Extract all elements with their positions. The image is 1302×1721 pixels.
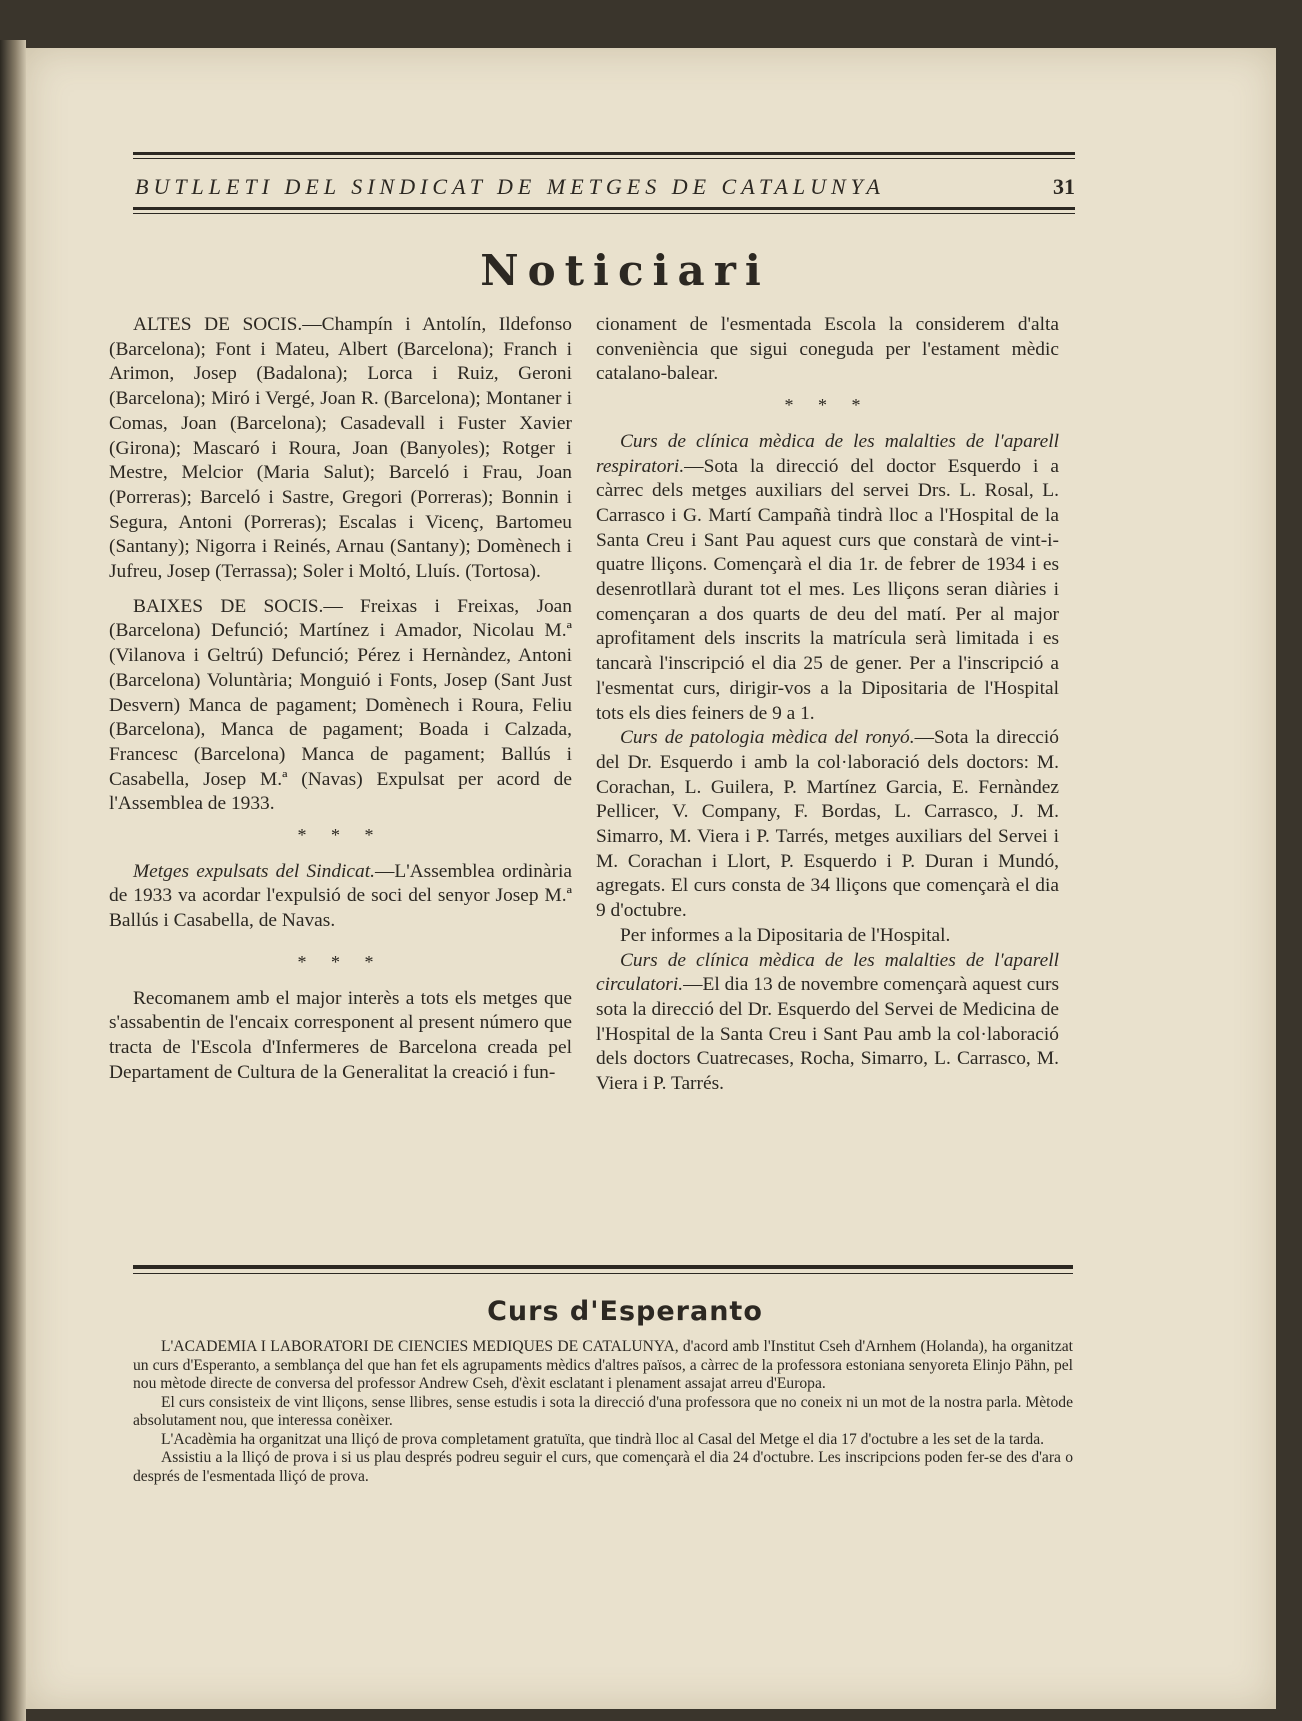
curs-ronyo-paragraph	[596, 726, 1059, 924]
informes-paragraph: Per informes a la Dipositaria de l'Hospital.	[620, 924, 951, 946]
esperanto-body	[133, 1338, 1073, 1486]
expulsats-text: —L'Assemblea ordinària de 1933 va acordar l'expulsió de soci del senyor Josep M.ª Ballús i Casabella, de Navas.	[109, 860, 572, 932]
header-rule-top-thin	[133, 158, 1075, 159]
curs-circulatori-title: Curs de clínica mèdica de les malalties de l'aparell circulatori.	[596, 949, 1059, 996]
esperanto-title: Curs d'Esperanto	[487, 1296, 763, 1327]
separator-stars: * * *	[784, 395, 871, 416]
header-rule-bottom	[133, 207, 1075, 210]
esperanto-paragraph-2: El curs consisteix de vint lliçons, sense llibres, sense estudis i sota la direcció d'una professora que no coneix ni un mot de la nostra parla. Mètode absolutament nou, que interessa conèixer.	[133, 1393, 1073, 1429]
curs-respiratori-paragraph	[596, 430, 1059, 726]
recomanem-paragraph: Recomanem amb el major interès a tots els metges que s'assabentin de l'encaix corresponent al present número que tracta de l'Escola d'Infermeres de Barcelona creada pel Departament de Cultura de la Generalitat la creació i fun-	[109, 987, 572, 1083]
header-title: BUTLLETI DEL SINDICAT DE METGES DE CATALUNYA	[135, 174, 885, 199]
esperanto-paragraph-3: L'Acadèmia ha organitzat una lliçó de prova completament gratuïta, que tindrà lloc al Casal del Metge el dia 17 d'octubre a les set de la tarda.	[161, 1430, 1045, 1448]
curs-ronyo-text: —Sota la direcció del Dr. Esquerdo i amb la col·laboració dels doctors: M. Corachan, L. Guilera, P. Martínez Garcia, E. Fernàndez Pellicer, V. Company, F. Bordas, L. Carrasco, J. M. Simarro, M. Viera i P. Tarrés, metges auxiliars del Servei i M. Corachan i Llort, P. Esquerdo i P. Duran i Mundó, agregats. El curs consta de 34 lliçons que començarà el dia 9 d'octubre.	[596, 727, 1059, 922]
baixes-paragraph	[109, 595, 572, 817]
baixes-label: BAIXES DE SOCIS.	[133, 595, 324, 617]
altes-paragraph	[109, 313, 572, 585]
separator-stars: * * *	[297, 825, 384, 846]
section-divider-thin	[133, 1273, 1073, 1274]
section-title: Noticiari	[480, 246, 770, 295]
expulsats-paragraph	[109, 860, 572, 934]
baixes-text: — Freixas i Freixas, Joan (Barcelona) Defunció; Martínez i Amador, Nicolau M.ª (Vilanova i Geltrú) Defunció; Pérez i Hernàndez, Antoni (Barcelona) Voluntària; Monguió i Fonts, Josep (Sant Just Desvern) Manca de pagament; Domènech i Roura, Feliu (Barcelona), Manca de pagament; Boada i Calzada, Francesc (Barcelona) Manca de pagament; Ballús i Casabella, Josep M.ª (Navas) Expulsat per acord de l'Assemblea de 1933.	[109, 595, 572, 815]
right-column	[596, 313, 1059, 1097]
altes-text: —Champín i Antolín, Ildefonso (Barcelona); Font i Mateu, Albert (Barcelona); Franch i Arimon, Josep (Badalona); Lorca i Ruiz, Geroni (Barcelona); Miró i Vergé, Joan R. (Barcelona); Montaner i Comas, Joan (Barcelona); Casadevall i Fuster Xavier (Girona); Mascaró i Roura, Joan (Banyoles); Rotger i Mestre, Melcior (Maria Salut); Barceló i Frau, Joan (Porreras); Barceló i Sastre, Gregori (Porreras); Bonnin i Segura, Antoni (Porreras); Escalas i Vicenç, Bartomeu (Santany); Nigorra i Reinés, Arnau (Santany); Domènech i Jufreu, Josep (Terrassa); Soler i Moltó, Lluís. (Tortosa).	[109, 314, 572, 583]
section-divider-thick	[133, 1265, 1073, 1269]
separator-stars: * * *	[297, 951, 384, 972]
esperanto-paragraph-1: L'ACADEMIA I LABORATORI DE CIENCIES MEDIQUES DE CATALUNYA, d'acord amb l'Institut Cseh d'Arnhem (Holanda), ha organitzat un curs d'Esperanto, a semblança del que han fet els agrupaments mèdics d'altres països, a càrrec de la professora estoniana senyoreta Elinjo Pähn, pel nou mètode directe de conversa del professor Andrew Cseh, d'èxit esclatant i plenament assajat arreu d'Europa.	[133, 1338, 1073, 1392]
esperanto-paragraph-4: Assistiu a la lliçó de prova i si us plau després podreu seguir el curs, que començarà el dia 24 d'octubre. Les inscripcions poden fer-se des d'ara o després de l'esmentada lliçó de prova.	[133, 1449, 1073, 1485]
expulsats-title: Metges expulsats del Sindicat.	[133, 860, 375, 882]
page-number: 31	[1053, 174, 1075, 199]
curs-circulatori-paragraph	[596, 949, 1059, 1097]
curs-ronyo-title: Curs de patologia mèdica del ronyó.	[620, 727, 915, 749]
curs-respiratori-text: —Sota la direcció del doctor Esquerdo i a càrrec dels metges auxiliars del servei Drs. L. Rosal, L. Carrasco i G. Martí Campañà tindrà lloc a l'Hospital de la Santa Creu i Sant Pau aquest curs que constarà de vint-i-quatre lliçons. Començarà el dia 1r. de febrer de 1934 i es desenrotllarà durant tot el mes. Les lliçons seran diàries i començaran a dos quarts de deu del matí. Per al major aprofitament dels inscrits la matrícula serà limitada i es tancarà l'inscripció el dia 25 de gener. Per a l'inscripció a l'esmentat curs, dirigir-vos a la Dipositaria de l'Hospital tots els dies feiners de 9 a 1.	[596, 455, 1059, 724]
continued-paragraph: cionament de l'esmentada Escola la considerem d'alta conveniència que sigui coneguda per l'estament mèdic catalano-balear.	[596, 314, 1059, 385]
curs-respiratori-title: Curs de clínica mèdica de les malalties de l'aparell respiratori.	[596, 430, 1059, 477]
header-rule-bottom-thin	[133, 213, 1075, 214]
header-rule-top	[133, 152, 1075, 155]
left-column	[109, 313, 572, 1085]
altes-label: ALTES DE SOCIS.	[133, 314, 303, 335]
curs-circulatori-text: —El dia 13 de novembre començarà aquest curs sota la direcció del Dr. Esquerdo del Servei de Medicina de l'Hospital de la Santa Creu i Sant Pau amb la col·laboració dels doctors Cuatrecases, Rocha, Simarro, L. Carrasco, M. Viera i P. Tarrés.	[596, 974, 1059, 1095]
running-header	[135, 172, 1075, 202]
